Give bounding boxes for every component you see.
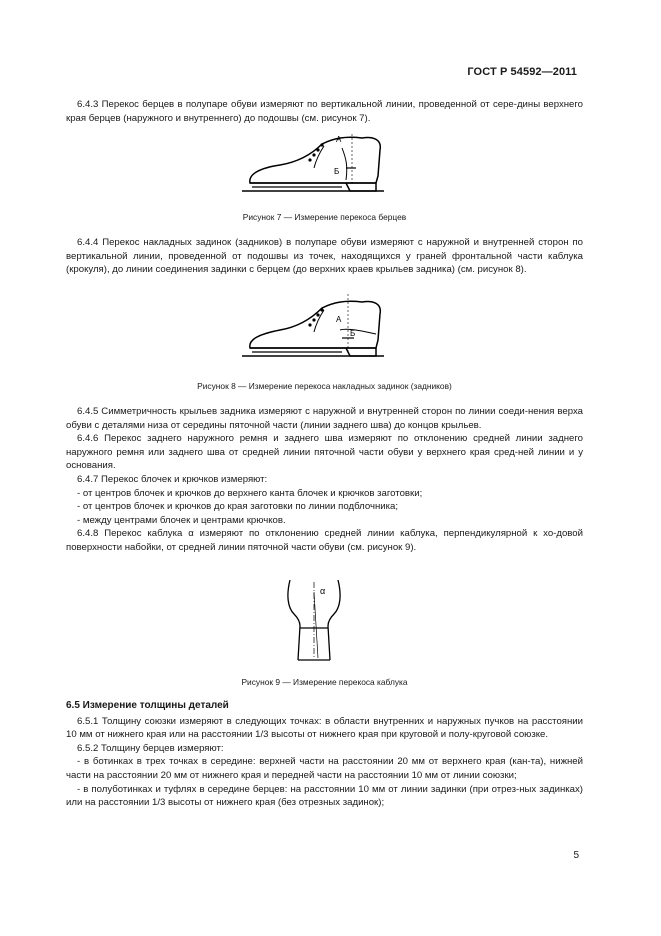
fig7-label-a: А — [336, 135, 342, 144]
page-number: 5 — [573, 850, 579, 861]
figure-8-shoe-drawing — [238, 292, 388, 362]
figure-8-caption: Рисунок 8 — Измерение перекоса накладных задинок (задников) — [197, 381, 452, 391]
fig8-label-b: Б — [350, 329, 356, 338]
figure-9-caption: Рисунок 9 — Измерение перекоса каблука — [241, 677, 408, 687]
paragraph-6-5-1: 6.5.1 Толщину союзки измеряют в следующих точках: в области внутренних и наружных пучков на расстоянии 10 мм от нижнего края или на расстоянии 1/3 высоты от нижнего края при круговой и полу-круговой союзке. — [66, 715, 583, 741]
list-item: - в полуботинках и туфлях в середине берцев: на расстоянии 10 мм от линии задинки (при отрез-ных задинках) или на расстоянии 1/3 высоты от нижнего края (без отрезных задинок); — [66, 783, 583, 809]
section-6-5 — [66, 699, 583, 810]
paragraph-6-5-2: 6.5.2 Толщину берцев измеряют: — [77, 742, 224, 754]
figure-9-heel-drawing — [280, 578, 350, 662]
list-item: - от центров блочек и крючков до верхнего канта блочек и крючков заготовки; — [77, 487, 423, 499]
paragraph-6-4-5: 6.4.5 Симметричность крыльев задника измеряют с наружной и внутренней сторон по линии соеди-нения верха обуви с деталями низа от середины пяточной части (линии заднего шва) до концов крыльев. — [66, 406, 583, 431]
paragraph-6-4-3: 6.4.3 Перекос берцев в полупаре обуви измеряют по вертикальной линии, проведенной от сере-дины верхнего края берцев (наружного и внутреннего) до подошвы (см. рисунок 7). — [66, 99, 583, 124]
paragraph-6-4-6: 6.4.6 Перекос заднего наружного ремня и заднего шва измеряют по отклонению средней линии заднего наружного ремня или заднего шва от средней линии пяточной части обуви у верхнего края сред-ней линии и у основания. — [66, 433, 583, 472]
list-item: - между центрами блочек и центрами крючков. — [77, 514, 286, 526]
figure-7-shoe-drawing — [238, 128, 388, 196]
section-heading: 6.5 Измерение толщины деталей — [66, 700, 229, 711]
fig8-label-a: А — [336, 315, 342, 324]
fig9-alpha-label: α — [320, 586, 326, 596]
document-number: ГОСТ Р 54592—2011 — [467, 66, 577, 78]
paragraph-6-4-7: 6.4.7 Перекос блочек и крючков измеряют: — [77, 473, 268, 485]
figure-7-caption: Рисунок 7 — Измерение перекоса берцев — [242, 212, 407, 222]
paragraph-6-4-4: 6.4.4 Перекос накладных задинок (задников) в полупаре обуви измеряют с наружной и внутренней сторон по вертикальной линии, проведенной от подошвы из точек, находящихся у граней фронтальной части каблука (крокуля), до линии соединения задинки с берцем (до верхних краев крыльев задника) (см. рисунок 8). — [66, 237, 583, 276]
fig7-label-b: Б — [334, 167, 340, 176]
paragraph-6-4-8: 6.4.8 Перекос каблука α измеряют по отклонению средней линии каблука, перпендикулярной к хо-довой поверхности набойки, от средней линии пяточной части обуви (см. рисунок 9). — [66, 528, 583, 553]
list-item: - в ботинках в трех точках в середине: верхней части на расстоянии 20 мм от верхнего края (кан-та), нижней части на расстоянии 20 мм от нижнего края и передней части на расстоянии 10 мм от линии союзки; — [66, 756, 583, 781]
paragraphs-6-4-5-to-6-4-8 — [66, 405, 583, 555]
list-item: - от центров блочек и крючков до края заготовки по линии подблочника; — [77, 501, 399, 513]
